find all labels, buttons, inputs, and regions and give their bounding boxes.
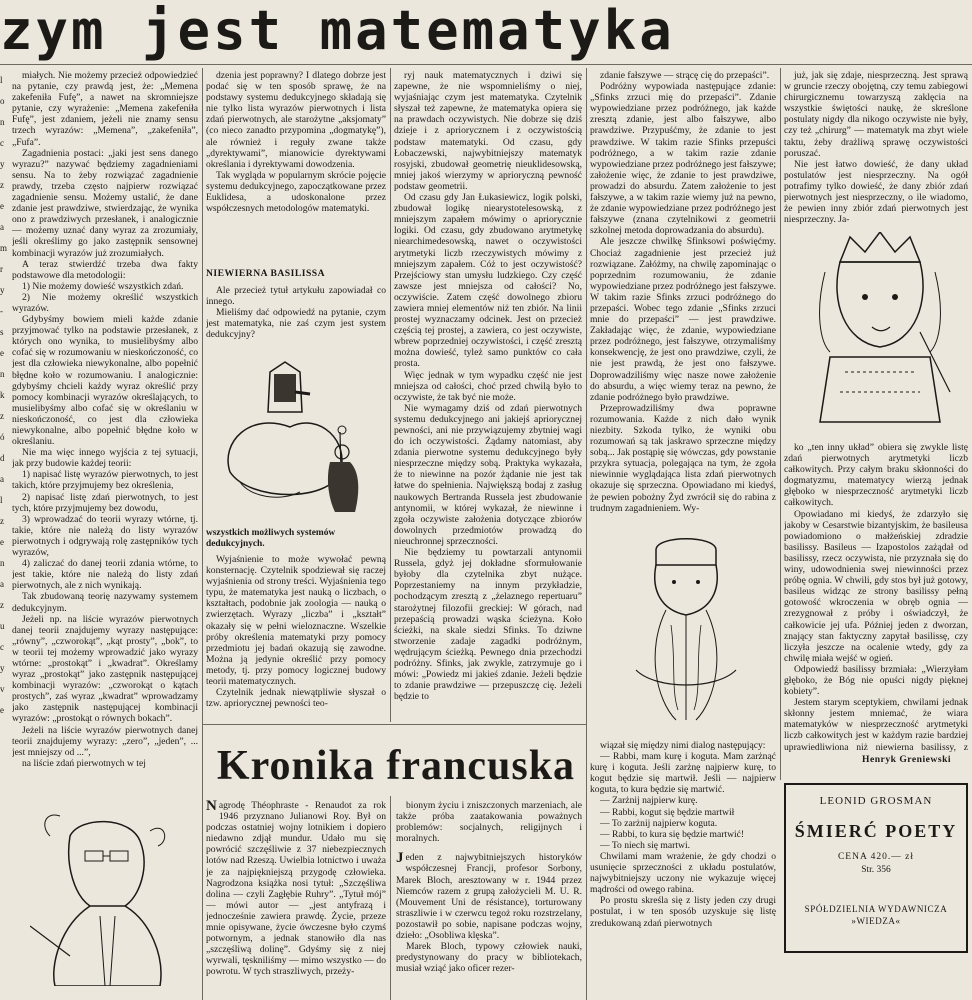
side-letter: o: [0, 96, 5, 106]
author-signature: Henryk Greniewski: [862, 754, 952, 765]
article-paragraph: już, jak się zdaje, niesprzeczną. Jest sprawą w gruncie rzeczy obojętną, czy temu zabiegowi chirurgicznemu towarzyszą zaklęcia na wszystkie świętości naukę, że skreślone postulaty nigdy dla nikogo oczywiste nie były, czy też „chirurg” — matematyk ma zbyt wiele taktu, żeby drażliwą sprawę oczywistości poruszać.: [784, 70, 968, 159]
kronika-paragraph: Marek Bloch, typowy człowiek nauki, predystynowany do pracy w bibliotekach, musiał wziąć jako oficer rezer-: [396, 941, 582, 975]
ad-author: LEONID GROSMAN: [819, 795, 933, 807]
article-paragraph: wiązał się między nimi dialog następujący:: [600, 740, 766, 751]
article-column-2-section: [206, 260, 386, 340]
article-paragraph: zdanie fałszywe — strącę cię do przepaści”.: [600, 70, 770, 81]
article-column-5: [784, 70, 968, 250]
article-paragraph: Przeprowadziliśmy dwa poprawne rozumowania. Każde z nich dało wynik niezbity. Szkoda tylko, że wyniki obu rozumowań są tak jaskrawo sprzeczne między sobą... Jak postąpię się wówczas, gdy powstanie przykra sytuacja, polegająca na tym, że zgoła niewinnie wyglądająca lista zdań pierwotnych okazuje się sprzeczna. Opowiadano mi kiedyś, że pewien pobożny Żyd zwrócił się do rabina z trudnym zagadnieniem. Wy-: [590, 402, 776, 514]
side-letter: y: [0, 159, 5, 169]
article-paragraph: Mieliśmy dać odpowiedź na pytanie, czym jest matematyka, nie zaś czym jest system dedukcyjny?: [206, 307, 386, 340]
side-letter: a: [0, 474, 4, 484]
side-letter: y: [0, 285, 5, 295]
article-paragraph: — To niech się martwi.: [600, 839, 691, 851]
article-paragraph: 1) napisać listę wyrazów pierwotnych, to jest takich, które przyjmujemy bez określenia,: [12, 469, 198, 492]
side-letter: n: [0, 117, 5, 127]
column-rule: [390, 796, 391, 1000]
article-column-2-continued: [206, 554, 386, 714]
article-paragraph: ryj nauk matematycznych i dziwi się zapewne, że nie wspomnieliśmy o niej, wyjaśniając czym jest matematyka. Czytelnik słyszał też zapewne, że matematyka opiera się na prawdach oczywistych. Nie dobrze się dziś dzieje i z apriorycznem i z oczywistością podstaw matematyki. Od czasu, gdy Łobaczewski, najwybitniejszy matematyk rosyjski, zbudował geometrię nieuklidesowską, mniej jakoś wierzymy w aprioryczną pewność podstaw geometrii.: [394, 70, 582, 192]
kronika-column-2: [396, 800, 582, 1000]
side-letter: a: [0, 222, 4, 232]
ad-publisher: SPÓŁDZIELNIA WYDAWNICZA »WIEDZA«: [804, 904, 948, 926]
column-rule: [586, 68, 587, 1000]
column-rule: [390, 68, 391, 722]
article-paragraph: Ale jeszcze chwilkę Sfinksowi poświęćmy. Chociaż zagadnienie jest przecież już rozwiązane. Załóżmy, na chwilę zapominając o poprzednim rozumowaniu, że zdanie wypowiedziane przez podróżnego jest fałszywe. W takim razie Sfinks zrzuci podróżnego do przepaści. Wobec tego zdanie „Sfinks zrzuci mnie do przepaści” — jest prawdziwe. Zakładając więc, że zdanie, wypowiedziane przez podróżnego, jest fałszywe, otrzymaliśmy konsekwencję, że jest ono prawdziwe, czyli, że nie jest prawdą, że jest ono fałszywe. Doprowadziliśmy więc nasze nowe założenie do absurdu, a więc wiemy teraz na pewno, że zdanie podróżnego było prawdziwe.: [590, 236, 776, 403]
article-paragraph: 2) napisać listę zdań pierwotnych, to jest tych, które przyjmujemy bez dowodu,: [12, 491, 198, 514]
article-paragraph: na liście zdań pierwotnych w tej: [22, 757, 146, 769]
side-letter: l: [0, 75, 3, 85]
article-column-3: [394, 70, 582, 724]
kronika-paragraph: eden z najwybitniejszych historyków współczesnej Francji, profesor Sorbony, Marek Bloch, aresztowany w r. 1944 przez Niemców razem z grupą założycieli M. U. R. (Mouvement Uni de résistance), torturowany straszliwie i w czerwcu tegoż roku rozstrzelany, pozostawił po sobie, napisane podczas wojny, dzieło: „Osobliwa klęska”.: [396, 852, 582, 942]
ad-price: CENA 420.— zł: [837, 852, 915, 862]
article-paragraph: Więc jednak w tym wypadku część nie jest mniejsza od całości, choć przed chwilą było to oczywiste, że tak być nie może.: [394, 369, 582, 403]
column-rule: [780, 68, 781, 780]
column-rule: [202, 68, 203, 1000]
article-paragraph: Jeżeli np. na liście wyrazów pierwotnych danej teorii znajdujemy wyrazy następujące: „równy”, „czworokąt”, „kąt prosty”, „bok”, to w teorii tej możemy wprowadzić jako wyrazy wtórne: „prostokąt” i „kwadrat”. Określamy wyraz „prostokąt” jako zastępnik następującej kombinacji wyrazów: „czworokąt o kątach prostych”, zaś wyraz „kwadrat” wprowadzamy jako zastępnik następującej kombinacji wyrazów: „prostokąt o równych bokach”.: [12, 613, 198, 725]
kronika-paragraph: agrodę Théophraste - Renaudot za rok 1946 przyznano Julianowi Roy. Był on podczas ostatniej wojny lotnikiem i dopiero niedawno zdjął mundur. Udało mu się powrócić szczęśliwie z 37 niebezpiecznych lotów nad Rzeszą. Uwielbia lotnictwo i uważa je za najpiękniejszą przygodę człowieka. Nagrodzona książka nosi tytuł: „Szczęśliwa dolina — czyli Zagłębie Ruhry”. „Tytuł mój” — mówi autor — „jest antyfrazą i jednocześnie zawiera prawdę. Życie, przeze mnie opisywane, życie ówczesne było czymś potwornym, a jednak stanowiło dla nas „szczęśliwą dolinę”. Gdyśmy się z niej wyrwali, tęskniliśmy — mimo wszystko — do powrotu. W tych straszliwych, przeży-: [206, 800, 386, 978]
article-paragraph: Tak wygląda w popularnym skrócie pojęcie systemu dedukcyjnego, zapoczątkowane przez Euklidesa, a udoskonalone przez współczesnych metodologów matematyki.: [206, 169, 386, 215]
section-heading: NIEWIERNA BASILISSA: [206, 268, 326, 279]
article-paragraph: — Rabbi, kogut się będzie martwił: [600, 806, 735, 818]
ad-pages: Str. 356: [861, 865, 891, 875]
article-paragraph: Podróżny wypowiada następujące zdanie: „Sfinks zrzuci mię do przepaści”. Zdanie wypowiedziane przez podróżnego, jak każde zresztą zdanie, jest albo fałszywe, albo prawdziwe. Przypuśćmy, że zdanie to jest prawdziwe. W takim razie Sfinks przepuści podróżnego, a w takim razie zdanie wypowiedziane przez podróżnego jest fałszywe; założenie więc, że zdanie to jest prawdziwe, prowadzi do absurdu. Zatem założenie to jest fałszywe, a w takim razie wiemy już na pewno, że zdanie wypowiedziane przez podróżnego jest fałszywe (znana czytelnikowi z geometrii szkolnej metoda doprowadzania do absurdu).: [590, 81, 776, 237]
side-letter: z: [0, 600, 4, 610]
headline: zym jest matematyka: [0, 0, 675, 62]
side-letter: e: [0, 537, 4, 547]
basilissa-illustration: [800, 232, 960, 428]
side-letter: s: [0, 327, 4, 337]
article-paragraph: Nie jest łatwo dowieść, że dany układ postulatów jest niesprzeczny. Na ogół potrafimy tylko dowieść, że dany zbiór zdań pierwotnych jest niesprzeczny, o ile wiadomo, że pewien inny zbiór zdań pierwotnych jest niesprzeczny. Ja-: [784, 158, 968, 226]
article-paragraph: 3) wprowadzać do teorii wyrazy wtórne, tj. takie, które nie należą do listy wyrazów pierwotnych i odgrywają rolę zastępników tych wyrazów,: [12, 513, 198, 559]
figure-caption: wszystkich możliwych systemów dedukcyjnych.: [206, 528, 336, 549]
article-paragraph: Odpowiedź basilissy brzmiała: „Wierzyłam głęboko, że Bóg nie opuści nigdy pięknej kobiety”.: [784, 663, 968, 698]
article-column-2: [206, 70, 386, 250]
article-paragraph: Nie ma więc innego wyjścia z tej sytuacji, jak przy budowie każdej teorii:: [12, 447, 198, 470]
article-paragraph: Chwilami mam wrażenie, że gdy chodzi o usunięcie sprzeczności z układu postulatów, najwybitniejszy uczony nie wykazuje więcej mądrości od owego rabina.: [590, 850, 776, 896]
article-paragraph: Wyjaśnienie to może wywołać pewną konsternację. Czytelnik spodziewał się raczej wyjaśnienia od strony treści. Wyjaśnienia tego typu, że matematyka jest nauką o liczbach, o kształtach, podobnie jak zoologia — nauką o zwierzętach. Wyrazy „liczba” i „kształt” okazały się w pełni wieloznaczne. Wszelkie próby określenia matematyki przy pomocy przedmiotu jej badań okazują się zawodne. Można ją jedynie określić przy pomocy metody, tj. przy pomocy logicznej budowy teorii matematycznych.: [206, 554, 386, 688]
article-paragraph: Nie będziemy tu powtarzali antynomii Russela, gdyż jej dokładne sformułowanie byłoby dla czytelnika zbyt nużące. Poprzestaniemy na innym przykładzie, pochodzącym zresztą z „żelaznego repertuaru” starożytnej filozofii greckiej: W górach, nad przepaścią prowadzi wąska ścieżyna. Koło ścieżki, na skale siedzi Sfinks. To dziwne stworzenie zadaje zagadki podróżnym, wędrującym ścieżką. Pewnego dnia przechodzi podróżny. Sfinks, jak zwykle, zatrzymuje go i mówi: „Powiedz mi jakieś zdanie. Jeżeli będzie to zdanie prawdziwe — przepuszczę cię. Jeżeli będzie to: [394, 547, 582, 703]
kronika-paragraph: bionym życiu i zniszczonych marzeniach, ale także próba zaatakowania poważnych problemów: socjalnych, religijnych i moralnych.: [396, 800, 582, 845]
drop-cap: J: [396, 850, 404, 867]
mathematician-caricature: [30, 806, 180, 986]
article-paragraph: Ale przecież tytuł artykułu zapowiadał co innego.: [206, 285, 386, 308]
side-letter: m: [0, 243, 8, 253]
side-letter: ó: [0, 432, 5, 442]
article-paragraph: Gdybyśmy bowiem mieli każde zdanie przyjmować tylko na podstawie przesłanek, z których ono wynika, to musielibyśmy albo cofać się w rozumowaniu w nieskończoność, co jest dla człowieka niewykonalne, albo popełnić błędne koło w rozumowaniu. I analogicznie: gdybyśmy chcieli każdy wyraz określić przy pomocy kombinacji wyrazów określających, to musielibyśmy albo cofać się w określaniu w nieskończoność, co jest dla człowieka niewykonalne, albo popełnić błędne koło w określaniu.: [12, 314, 198, 448]
side-letter: y: [0, 663, 5, 673]
article-paragraph: Od czasu gdy Jan Łukasiewicz, logik polski, zbudował logikę niearystotelesowską, z mniejszym zapałem mówimy o apriorycznie logiki. Od czasu, gdy zbudowano arytmetykę niearchimedesowską, nawet o oczywistości arytmetyki liczb rzeczywistych mówimy z mniejszym zapałem. Cóż to jest oczywistość? Przejściowy stan umysłu ludzkiego. Czy część zawsze jest mniejsza od całości? No, oczywiście. Zatem część dowolnego zbioru zawiera mniej elementów niż ten zbiór. Na linii prostej wyznaczamy odcinek. Jest on przecież częścią tej prostej, a zawiera, co jest oczywiste, wbrew poprzedniej oczywistości, i część zresztą można dowieść, tyleż samo punktów co cała prosta.: [394, 192, 582, 370]
article-paragraph: Opowiadano mi kiedyś, że zdarzyło się jakoby w Cesarstwie bizantyjskim, że basileusa powiadomiono o małżeńskiej zdradzie basilissy. Basileus — Izapostolos zażądał od basilissy, rzecz oczywista, nie przyznała się do winy, udowodnienia swej niewinności przez próbę ognia. W chwili, gdy stos był już gotowy, basileus widząc ze strony basilissy pełną gotowość wkroczenia w obręb ognia — zrezygnował z próby i oświadczył, że całkowicie jej ufa. Później jeden z dworzan, znający stan faktyczny zapytał basilissę, czy liczyła jeszcze na ocalenie wtedy, gdy za chwilę miała wejść w ogień.: [784, 508, 968, 664]
article-paragraph: Czytelnik jednak niewątpliwie słyszał o tzw. apriorycznej pewności teo-: [206, 687, 386, 710]
article-paragraph: Jestem starym sceptykiem, chwilami jednak skłonny jestem mniemać, że wiara matematyków w niesprzeczność arytmetyki liczb całkowitych jest w każdym razie bardziej uprawiedliwiona niż niewierna basilissy, z: [784, 697, 968, 752]
article-paragraph: Jeżeli na liście wyrazów pierwotnych danej teorii znajdujemy wyrazy: „zero”, „jeden”, ... jest mniejszy od ...”,: [12, 724, 198, 758]
side-letter: r: [0, 264, 3, 274]
article-paragraph: ko „ten inny układ” obiera się zwykle listę zdań pierwotnych arytmetyki liczb całkowitych. Przy całym braku skłonności do dogmatyzmu, matematycy wierzą jednak głęboko w niesprzeczność arytmetyki liczb całkowitych.: [784, 442, 968, 509]
article-paragraph: Zagadnienia postaci: „jaki jest sens danego wyrazu?” nazywać będziemy zagadnieniami sensu. Na to żeby rozwiązać zagadnienie prawdy, trzeba często najpierw rozwiązać zagadnienie sensu. Możemy ustalić, że dane zdanie jest prawdziwe, stwierdzając, że wynika ono z prawdziwych przesłanek, i analogicznie — możemy uznać dany wyraz za zrozumiały, jeśli określimy go jako zastępnik sensownej kombinacji wyrazów już zrozumiałych.: [12, 147, 198, 259]
side-letter: c: [0, 138, 4, 148]
kronika-title: Kronika francuska: [216, 743, 576, 789]
article-paragraph: dzenia jest poprawny? I dlatego dobrze jest podać się w ten sposób sprawę, że na podstawy systemu dedukcyjnego składają się nie tylko lista wyrazów pierwotnych i lista zdań pierwotnych, ale starożytne „aksjomaty” (co nieco zanadto przypomina „dogmatykę”), ale również i reguły zwane także „dyrektywami”, mianowicie dyrektywami określania i dyrektywami dowodzenia.: [206, 70, 386, 170]
ad-book-title: ŚMIERĆ POETY: [794, 821, 958, 841]
side-letter: z: [0, 411, 4, 421]
article-paragraph: — Rabbi, to kura się będzie martwić!: [600, 828, 745, 840]
drop-cap: N: [206, 800, 217, 814]
article-paragraph: Po prostu skreśla się z listy jeden czy drugi postulat, i w ten sposób uzyskuje się listę zredukowaną zdań pierwotnych: [590, 895, 776, 929]
headline-rule: [0, 64, 972, 65]
side-letter: -: [0, 306, 3, 316]
side-letter: e: [0, 201, 4, 211]
section-rule: [202, 724, 586, 725]
side-letter: a: [0, 579, 4, 589]
side-letter: e: [0, 348, 4, 358]
side-letter-strip: [0, 70, 8, 990]
side-letter: e: [0, 705, 4, 715]
kronika-column-1: [206, 800, 386, 1000]
side-letter: z: [0, 180, 4, 190]
article-paragraph: — Zarżnij najpierw kurę.: [600, 795, 698, 807]
article-paragraph: A teraz stwierdźć trzeba dwa fakty podstawowe dla metodologii:: [12, 258, 198, 281]
article-paragraph: Nie wymagamy dziś od zdań pierwotnych systemu dedukcyjnego ani jakiejś apriorycznej pewności, ani nie przywiązujemy zbytniej wagi do ich oczywistości. Żądamy natomiast, aby zdania pierwotne systemu dedukcyjnego były niesprzeczne między sobą. Praktyka wykazała, że to niewinne na pozór żądanie nie jest tak łatwe do spełnienia. Największą bodaj z zasług naukowych Bertranda Russela jest zbudowanie antynomii, w której wykazał, że niewinne i zgoła oczywiste założenia dotyczące zbiorów dowolnych przedmiotów prowadzą do nieuchronnej sprzeczności.: [394, 402, 582, 547]
article-paragraph: — To zarżnij najpierw koguta.: [600, 817, 718, 829]
article-paragraph: miałych. Nie możemy przecież odpowiedzieć na pytanie, czy prawdą jest, że: „Memena zakefeniła Fufę”, a nawet na skromniejsze pytanie, czy wyrażenie: „Memena zakefeniła Fufę”, jest zdaniem, jeżeli nie znamy sensu trzech wyrazów: „Memena”, „zakefeniła”, „Fufa”.: [12, 70, 198, 148]
side-letter: n: [0, 558, 5, 568]
side-letter: n: [0, 369, 5, 379]
article-column-4: [590, 70, 776, 522]
side-letter: d: [0, 453, 5, 463]
article-paragraph: 2) Nie możemy określić wszystkich wyrazów.: [12, 291, 198, 314]
rabbi-illustration: [616, 530, 756, 730]
book-advertisement: [784, 783, 968, 953]
article-column-5-continued: [784, 442, 968, 752]
side-letter: k: [0, 390, 5, 400]
side-letter: z: [0, 516, 4, 526]
article-paragraph: 4) zaliczać do danej teorii zdania wtórne, to jest takie, które nie należą do listy zdań pierwotnych, ale z nich wynikają.: [12, 558, 198, 592]
sphinx-illustration: [210, 352, 388, 526]
side-letter: u: [0, 621, 5, 631]
side-letter: l: [0, 495, 3, 505]
article-paragraph: 1) Nie możemy dowieść wszystkich zdań.: [22, 280, 184, 292]
side-letter: c: [0, 642, 4, 652]
side-letter: v: [0, 684, 5, 694]
article-paragraph: Tak zbudowaną teorię nazywamy systemem dedukcyjnym.: [12, 591, 198, 614]
article-paragraph: — Rabbi, mam kurę i koguta. Mam zarżnąć kurę i koguta. Jeśli zarżnę najpierw kurę, to kogut będzie się martwił. Jeśli — najpierw koguta, to kura będzie się martwić.: [590, 751, 776, 796]
article-column-4-continued: [590, 740, 776, 1000]
